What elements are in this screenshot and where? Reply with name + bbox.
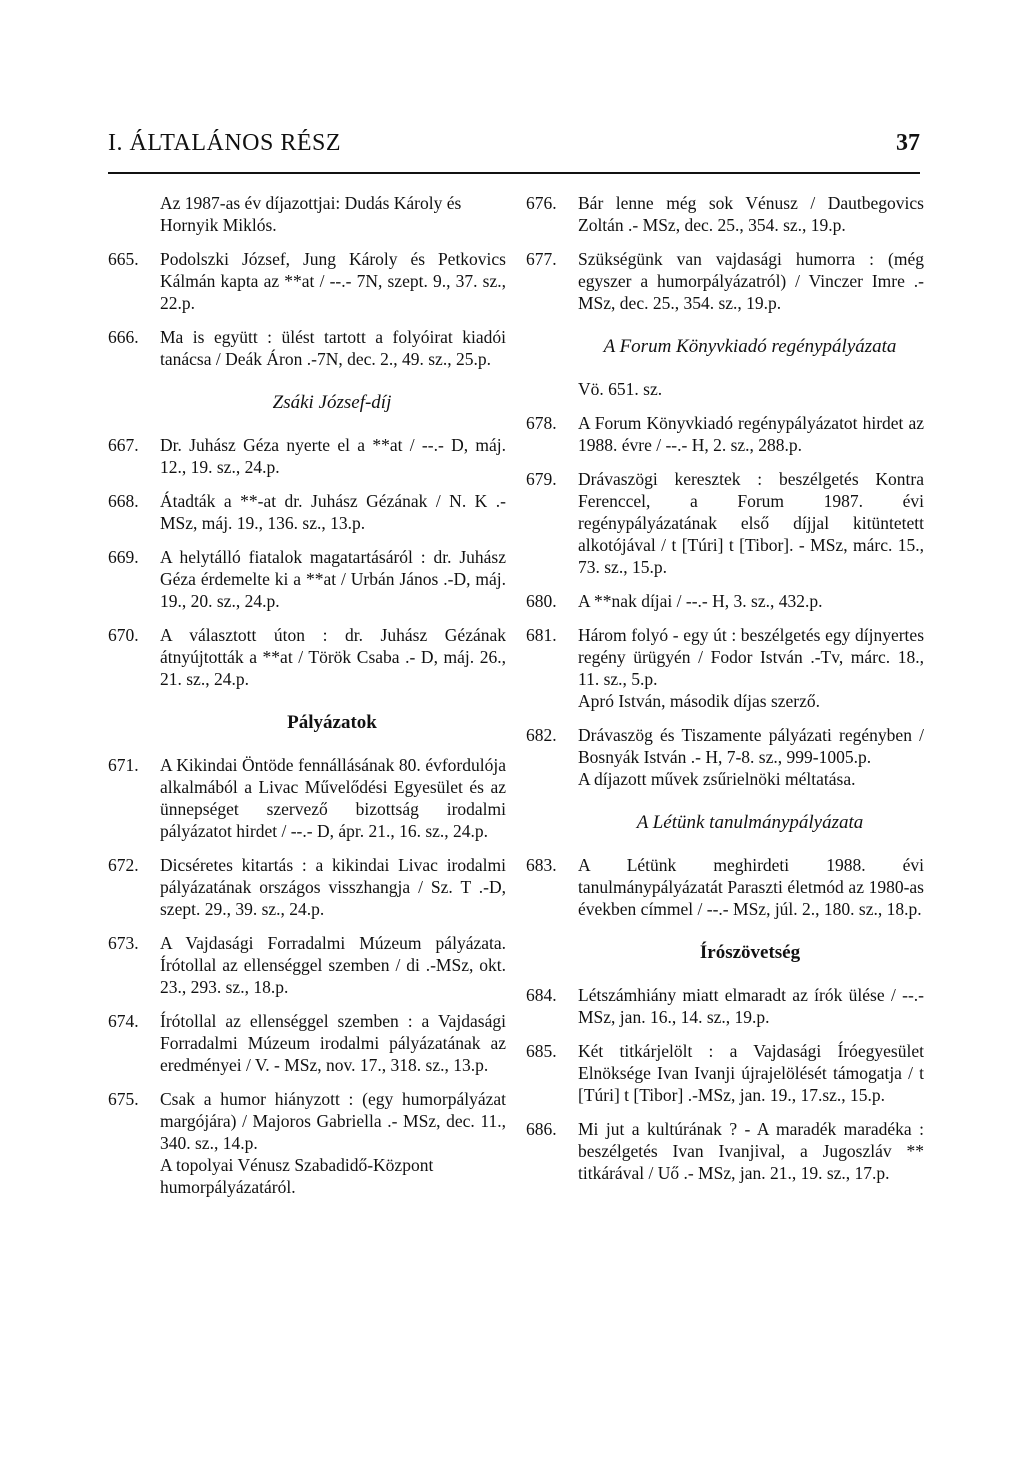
- entry-text: A Létünk meghirdeti 1988. évi tanulmánypályázatát Paraszti életmód az 1980-as években címmel / --.- MSz, júl. 2., 180. sz., 18.p.: [578, 855, 924, 919]
- entry-text: Két titkárjelölt : a Vajdasági Íróegyesület Elnöksége Ivan Ivanji újrajelölését támogatja / t [Túri] t [Tibor] .-MSz, jan. 19., 17.sz., 15.p.: [578, 1041, 924, 1105]
- section-heading: A Forum Könyvkiadó regénypályázata: [603, 336, 897, 357]
- bibliography-entry: [526, 468, 924, 578]
- section-title: I. ÁLTALÁNOS RÉSZ: [108, 130, 342, 156]
- section-heading: A Létünk tanulmánypályázata: [636, 812, 864, 833]
- right-column: [526, 192, 924, 1196]
- entry-text: Drávaszög és Tiszamente pályázati regényben / Bosnyák István .- H, 7-8. sz., 999-1005.p.: [578, 725, 924, 767]
- entry-text: Bár lenne még sok Vénusz / Dautbegovics Zoltán .- MSz, dec. 25., 354. sz., 19.p.: [578, 193, 924, 235]
- bibliography-entry: [526, 724, 924, 790]
- entry-number: 665.: [108, 249, 139, 269]
- section-heading: Zsáki József-díj: [272, 392, 392, 413]
- entry-text: A választott úton : dr. Juhász Gézának átnyújtották a **at / Török Csaba .- D, máj. 26., 21. sz., 24.p.: [160, 625, 506, 689]
- bibliography-entry: [526, 1040, 924, 1106]
- bibliography-entry: [526, 624, 924, 712]
- entry-number: 671.: [108, 755, 139, 775]
- bibliography-entry: [526, 1118, 924, 1184]
- running-header: [108, 130, 920, 162]
- entry-number: 673.: [108, 933, 139, 953]
- entry-number: 679.: [526, 469, 557, 489]
- entry-text: Csak a humor hiányzott : (egy humorpályázat margójára) / Majoros Gabriella .- MSz, dec. 11., 340. sz., 14.p.: [160, 1089, 506, 1153]
- bibliography-entry: [108, 248, 506, 314]
- bibliography-entry: [526, 984, 924, 1028]
- entry-text: A Forum Könyvkiadó regénypályázatot hirdet az 1988. évre / --.- H, 2. sz., 288.p.: [578, 413, 924, 455]
- bibliography-entry: [108, 1088, 506, 1198]
- bibliography-entry: [108, 546, 506, 612]
- bibliography-entry: [108, 932, 506, 998]
- entry-text: Dr. Juhász Géza nyerte el a **at / --.- D, máj. 12., 19. sz., 24.p.: [160, 435, 506, 477]
- entry-number: 674.: [108, 1011, 139, 1031]
- see-also-note: Vö. 651. sz.: [578, 379, 663, 399]
- bibliography-entry: [526, 412, 924, 456]
- entry-number: 672.: [108, 855, 139, 875]
- entry-text: Drávaszögi keresztek : beszélgetés Kontra Ferenccel, a Forum 1987. évi regénypályázatának első díjjal kitüntetett alkotójával / t [Túri] t [Tibor]. - MSz, márc. 15., 73. sz., 15.p.: [578, 469, 924, 577]
- bibliography-entry: [526, 854, 924, 920]
- entry-text: A Vajdasági Forradalmi Múzeum pályázata. Írótollal az ellenséggel szemben / di .-MSz, okt. 23., 293. sz., 18.p.: [160, 933, 506, 997]
- bibliography-entry: [526, 248, 924, 314]
- header-rule: [108, 172, 920, 174]
- entry-text: Írótollal az ellenséggel szemben : a Vajdasági Forradalmi Múzeum irodalmi pályázatának az eredményei / V. - MSz, nov. 17., 318. sz., 13.p.: [160, 1011, 506, 1075]
- bibliography-entry: [526, 590, 924, 612]
- left-column: [108, 192, 506, 1210]
- bibliography-entry: [108, 854, 506, 920]
- bibliography-entry: [108, 624, 506, 690]
- entry-text: Három folyó - egy út : beszélgetés egy díjnyertes regény ürügyén / Fodor István .-Tv, márc. 18., 11. sz., 5.p.: [578, 625, 924, 689]
- entry-number: 675.: [108, 1089, 139, 1109]
- bibliography-entry: [526, 192, 924, 236]
- entry-text: Átadták a **-at dr. Juhász Gézának / N. K .-MSz, máj. 19., 136. sz., 13.p.: [160, 491, 506, 533]
- bibliography-entry: [108, 754, 506, 842]
- intro-note: Az 1987-as év díjazottjai: Dudás Károly és Hornyik Miklós.: [160, 193, 462, 235]
- entry-annotation: Apró István, második díjas szerző.: [578, 691, 821, 711]
- entry-text: Podolszki József, Jung Károly és Petkovics Kálmán kapta az **at / --.- 7N, szept. 9., 37. sz., 22.p.: [160, 249, 506, 313]
- entry-number: 681.: [526, 625, 557, 645]
- entry-number: 668.: [108, 491, 139, 511]
- entry-text: Ma is együtt : ülést tartott a folyóirat kiadói tanácsa / Deák Áron .-7N, dec. 2., 49. sz., 25.p.: [160, 327, 506, 369]
- entry-text: A Kikindai Öntöde fennállásának 80. évfordulója alkalmából a Livac Művelődési Egyesület és az ünnepséget szervező bizottság irodalmi pályázatot hirdet / --.- D, ápr. 21., 16. sz., 24.p.: [160, 755, 506, 841]
- entry-text: Dicséretes kitartás : a kikindai Livac irodalmi pályázatának országos visszhangja / Sz. T .-D, szept. 29., 39. sz., 24.p.: [160, 855, 506, 919]
- bibliography-entry: [108, 1010, 506, 1076]
- entry-number: 682.: [526, 725, 557, 745]
- section-heading: Pályázatok: [287, 712, 377, 733]
- entry-annotation: A díjazott művek zsűrielnöki méltatása.: [578, 769, 856, 789]
- entry-text: Létszámhiány miatt elmaradt az írók ülése / --.- MSz, jan. 16., 14. sz., 19.p.: [578, 985, 924, 1027]
- page-number: 37: [896, 130, 920, 156]
- entry-text: Mi jut a kultúrának ? - A maradék maradéka : beszélgetés Ivan Ivanjival, a Jugoszláv ** titkárával / Uő .- MSz, jan. 21., 19. sz., 17.p.: [578, 1119, 924, 1183]
- entry-number: 680.: [526, 591, 557, 611]
- entry-annotation: A topolyai Vénusz Szabadidő-Központ humorpályázatáról.: [160, 1155, 434, 1197]
- entry-number: 676.: [526, 193, 557, 213]
- bibliography-entry: [108, 490, 506, 534]
- bibliography-entry: [108, 326, 506, 370]
- entry-number: 678.: [526, 413, 557, 433]
- entry-number: 667.: [108, 435, 139, 455]
- entry-text: A **nak díjai / --.- H, 3. sz., 432.p.: [578, 591, 823, 611]
- entry-number: 685.: [526, 1041, 557, 1061]
- entry-number: 686.: [526, 1119, 557, 1139]
- entry-number: 677.: [526, 249, 557, 269]
- entry-text: Szükségünk van vajdasági humorra : (még egyszer a humorpályázatról) / Vinczer Imre .-MSz, dec. 25., 354. sz., 19.p.: [578, 249, 924, 313]
- section-heading: Írószövetség: [699, 942, 801, 963]
- entry-number: 684.: [526, 985, 557, 1005]
- entry-text: A helytálló fiatalok magatartásáról : dr. Juhász Géza érdemelte ki a **at / Urbán János .-D, máj. 19., 20. sz., 24.p.: [160, 547, 506, 611]
- entry-number: 669.: [108, 547, 139, 567]
- entry-number: 670.: [108, 625, 139, 645]
- entry-number: 683.: [526, 855, 557, 875]
- entry-number: 666.: [108, 327, 139, 347]
- bibliography-entry: [108, 434, 506, 478]
